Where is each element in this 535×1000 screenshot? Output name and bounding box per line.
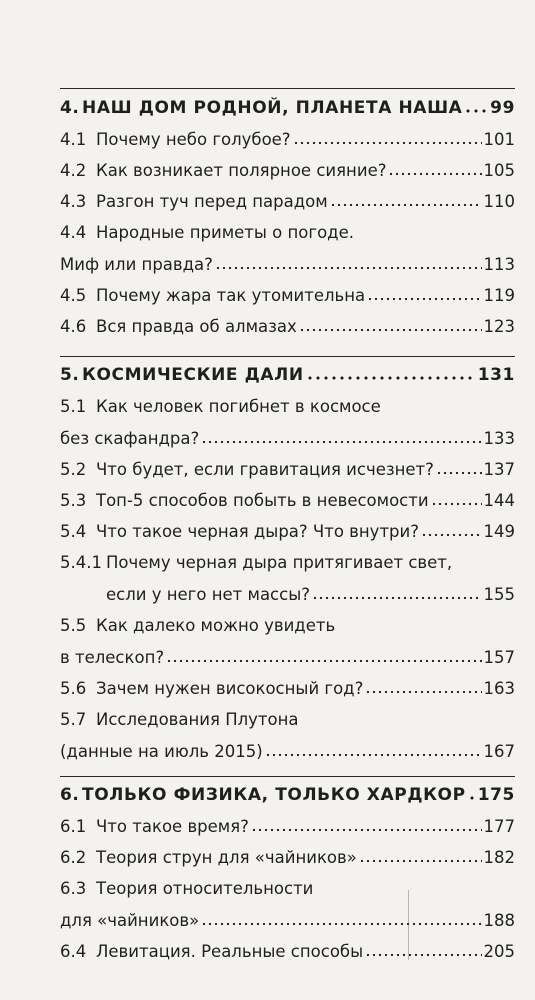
entry-title: Как возникает полярное сияние? xyxy=(96,161,387,180)
leader-dots xyxy=(436,461,482,475)
entry-title: Что такое время? xyxy=(96,817,249,836)
page-number: 149 xyxy=(483,522,515,541)
page-number: 157 xyxy=(483,648,515,667)
section-rule xyxy=(60,88,515,89)
entry-number: 5.2 xyxy=(60,460,87,479)
page-number: 177 xyxy=(483,817,515,836)
toc-entry-4-2 xyxy=(60,160,515,182)
toc-entry-5-7 xyxy=(60,709,515,763)
section-heading-4 xyxy=(60,97,515,119)
page-number: 205 xyxy=(483,942,515,961)
section-heading-6 xyxy=(60,784,515,806)
entry-title-continued: Миф или правда? xyxy=(60,255,213,274)
entry-title: Исследования Плутона xyxy=(96,710,299,729)
entry-title-continued: если у него нет массы? xyxy=(106,585,310,604)
toc-entry-5-5 xyxy=(60,615,515,669)
toc-entry-4-1 xyxy=(60,129,515,151)
page-number: 113 xyxy=(483,255,515,274)
page-number: 131 xyxy=(477,365,515,385)
section-rule xyxy=(60,776,515,777)
toc-entry-5-1 xyxy=(60,396,515,450)
page-number: 110 xyxy=(483,192,515,211)
leader-dots xyxy=(312,586,482,600)
entry-number: 4.4 xyxy=(60,223,87,242)
section-number: 4. xyxy=(60,98,80,118)
page-number: 182 xyxy=(483,848,515,867)
leader-dots xyxy=(201,912,481,926)
section-number: 6. xyxy=(60,785,80,805)
entry-title: Что такое черная дыра? Что внутри? xyxy=(96,522,420,541)
entry-title: Топ-5 способов побыть в невесомости xyxy=(96,491,429,510)
leader-dots xyxy=(330,193,482,207)
entry-number: 5.7 xyxy=(60,710,87,729)
entry-number: 5.4.1 xyxy=(60,553,102,572)
entry-title: Почему жара так утомительна xyxy=(96,286,366,305)
leader-dots xyxy=(365,943,481,957)
toc-entry-5-3 xyxy=(60,490,515,512)
section-title: КОСМИЧЕСКИЕ ДАЛИ xyxy=(82,365,304,385)
page-number: 175 xyxy=(477,785,515,805)
leader-dots xyxy=(299,318,482,332)
section-heading-5 xyxy=(60,364,515,386)
leader-dots xyxy=(215,256,482,270)
entry-number: 4.3 xyxy=(60,192,87,211)
entry-title-continued: без скафандра? xyxy=(60,429,200,448)
page-number: 105 xyxy=(483,161,515,180)
entry-number: 6.4 xyxy=(60,942,87,961)
toc-entry-5-4-1 xyxy=(60,552,515,606)
section-title: ТОЛЬКО ФИЗИКА, ТОЛЬКО ХАРДКОР xyxy=(82,785,466,805)
page-number: 133 xyxy=(483,429,515,448)
leader-dots xyxy=(388,162,481,176)
entry-title: Как человек погибнет в космосе xyxy=(96,397,381,416)
toc-entry-4-4 xyxy=(60,222,515,276)
page-number: 119 xyxy=(483,286,515,305)
page-number: 163 xyxy=(483,679,515,698)
page-number: 144 xyxy=(483,491,515,510)
leader-dots xyxy=(431,492,482,506)
toc-entry-6-3 xyxy=(60,878,515,932)
page-number: 101 xyxy=(483,130,515,149)
entry-number: 5.6 xyxy=(60,679,87,698)
entry-number: 4.5 xyxy=(60,286,87,305)
entry-number: 6.3 xyxy=(60,879,87,898)
leader-dots xyxy=(365,680,481,694)
entry-number: 4.6 xyxy=(60,317,87,336)
leader-dots xyxy=(359,849,482,863)
entry-number: 6.1 xyxy=(60,817,87,836)
toc-entry-6-1 xyxy=(60,816,515,838)
entry-title-continued: (данные на июль 2015) xyxy=(60,742,263,761)
section-title: НАШ ДОМ РОДНОЙ, ПЛАНЕТА НАША xyxy=(82,98,463,118)
entry-number: 5.5 xyxy=(60,616,87,635)
leader-dots xyxy=(166,649,481,663)
entry-number: 5.4 xyxy=(60,522,87,541)
leader-dots xyxy=(265,743,482,757)
entry-title-continued: для «чайников» xyxy=(60,911,200,930)
entry-title: Как далеко можно увидеть xyxy=(96,616,336,635)
section-number: 5. xyxy=(60,365,80,385)
entry-number: 5.1 xyxy=(60,397,87,416)
entry-title: Почему черная дыра притягивает свет, xyxy=(106,553,453,572)
page-number: 167 xyxy=(483,742,515,761)
entry-title-continued: в телескоп? xyxy=(60,648,165,667)
entry-title: Теория относительности xyxy=(96,879,314,898)
leader-dots xyxy=(464,99,488,113)
page-number: 155 xyxy=(483,585,515,604)
leader-dots xyxy=(468,786,476,800)
page-number: 99 xyxy=(490,98,515,118)
toc-entry-6-4 xyxy=(60,941,515,963)
entry-title: Теория струн для «чайников» xyxy=(96,848,357,867)
leader-dots xyxy=(306,366,476,380)
entry-title: Зачем нужен високосный год? xyxy=(96,679,364,698)
page-number: 137 xyxy=(483,460,515,479)
page-number: 188 xyxy=(483,911,515,930)
leader-dots xyxy=(293,131,482,145)
leader-dots xyxy=(367,287,481,301)
toc-entry-5-4 xyxy=(60,521,515,543)
entry-title: Вся правда об алмазах xyxy=(96,317,297,336)
leader-dots xyxy=(421,523,481,537)
toc-entry-5-6 xyxy=(60,678,515,700)
leader-dots xyxy=(251,818,482,832)
toc-entry-4-6 xyxy=(60,316,515,338)
section-rule xyxy=(60,356,515,357)
entry-title: Левитация. Реальные способы xyxy=(96,942,364,961)
toc-entry-5-2 xyxy=(60,459,515,481)
toc-entry-4-5 xyxy=(60,285,515,307)
entry-number: 6.2 xyxy=(60,848,87,867)
toc-entry-6-2 xyxy=(60,847,515,869)
entry-title: Народные приметы о погоде. xyxy=(96,223,354,242)
toc-entry-4-3 xyxy=(60,191,515,213)
page-number: 123 xyxy=(483,317,515,336)
entry-number: 4.1 xyxy=(60,130,87,149)
entry-title: Что будет, если гравитация исчезнет? xyxy=(96,460,434,479)
entry-title: Разгон туч перед парадом xyxy=(96,192,328,211)
entry-title: Почему небо голубое? xyxy=(96,130,291,149)
leader-dots xyxy=(201,430,481,444)
entry-number: 4.2 xyxy=(60,161,87,180)
entry-number: 5.3 xyxy=(60,491,87,510)
